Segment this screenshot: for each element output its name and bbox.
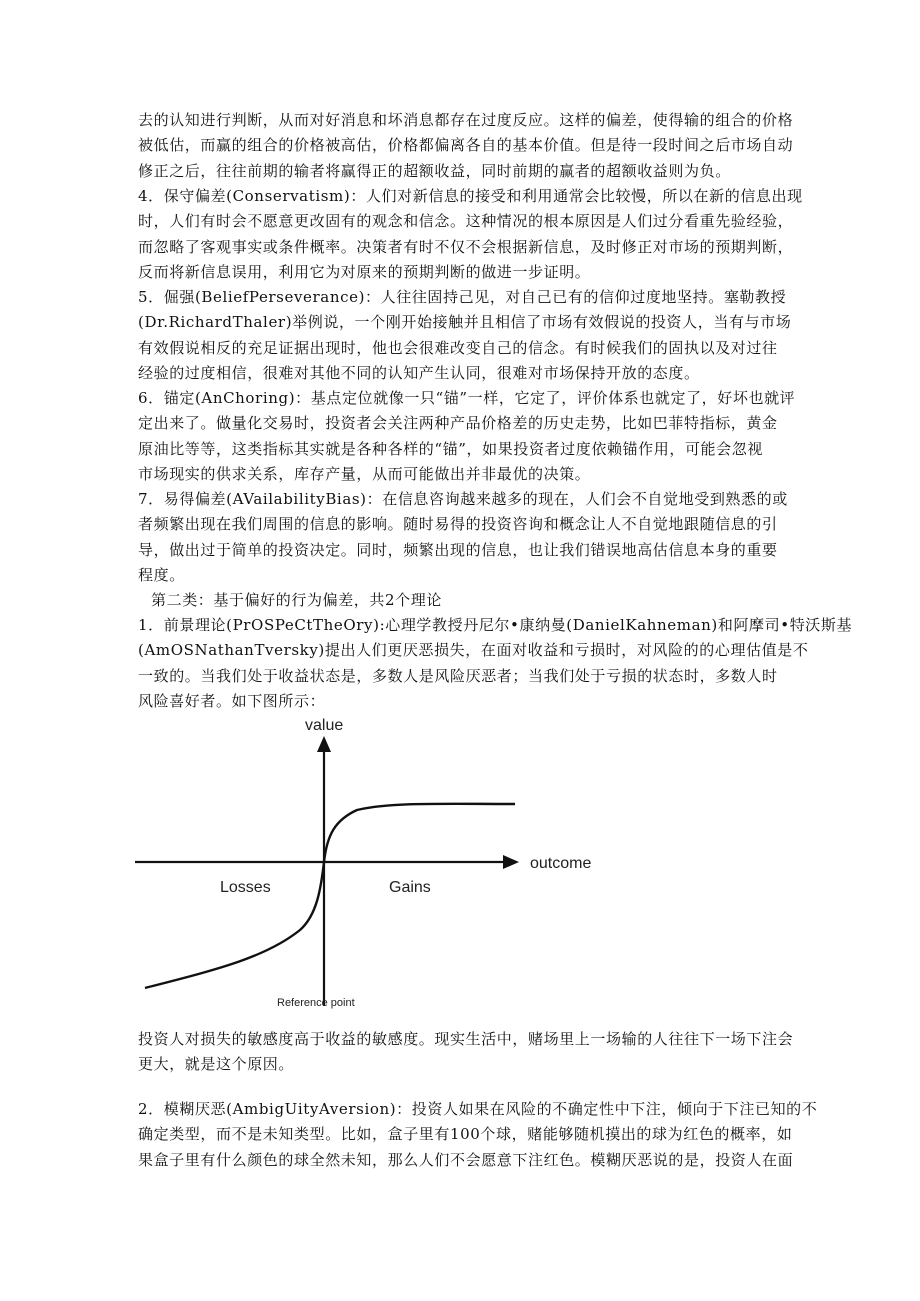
text-line: (Dr.RichardThaler)举例说，一个刚开始接触并且相信了市场有效假说的投资人，当有与市场 bbox=[138, 313, 792, 332]
reference-point-label: Reference point bbox=[277, 997, 355, 1009]
text-line: 投资人对损失的敏感度高于收益的敏感度。现实生活中，赌场里上一场输的人往往下一场下注会 bbox=[138, 1030, 794, 1048]
text-line: 者频繁出现在我们周围的信息的影响。随时易得的投资咨询和概念让人不自觉地跟随信息的引 bbox=[138, 515, 778, 534]
text-line: 导，做出过于简单的投资决定。同时，频繁出现的信息，也让我们错误地高估信息本身的重要 bbox=[138, 540, 778, 559]
paragraph-belief-perseverance bbox=[138, 285, 792, 386]
text-line: 6．锚定(AnChoring)：基点定位就像一只“锚”一样，它定了，评价体系也就定了，好坏也就评 bbox=[138, 389, 796, 407]
text-line: 7．易得偏差(AVailabilityBias)：在信息咨询越来越多的现在，人们会不自觉地受到熟悉的或 bbox=[138, 490, 788, 508]
section-heading-preference bbox=[151, 588, 801, 613]
text-line: 风险喜好者。如下图所示： bbox=[138, 691, 326, 710]
paragraph-prospect-theory bbox=[138, 613, 853, 714]
losses-label: Losses bbox=[220, 879, 271, 896]
text-line: 程度。 bbox=[138, 565, 185, 584]
text-line: 定出来了。做量化交易时，投资者会关注两种产品价格差的历史走势，比如巴菲特指标，黄金 bbox=[138, 414, 778, 433]
value-function-curve bbox=[145, 804, 515, 988]
paragraph-loss-sensitivity bbox=[138, 1027, 794, 1078]
paragraph-availability-bias bbox=[138, 487, 788, 588]
text-line: 反而将新信息误用，利用它为对原来的预期判断的做进一步证明。 bbox=[138, 262, 591, 281]
text-line: 2．模糊厌恶(AmbigUityAversion)：投资人如果在风险的不确定性中下注，倾向于下注已知的不 bbox=[138, 1100, 818, 1118]
text-line: 被低估，而赢的组合的价格被高估，价格都偏离各自的基本价值。但是待一段时间之后市场自动 bbox=[138, 136, 794, 155]
paragraph-overreaction-continued bbox=[138, 108, 794, 184]
text-line: 更大，就是这个原因。 bbox=[138, 1055, 295, 1074]
text-line: 果盒子里有什么颜色的球全然未知，那么人们不会愿意下注红色。模糊厌恶说的是，投资人在面 bbox=[138, 1150, 794, 1169]
text-line: 4．保守偏差(Conservatism)：人们对新信息的接受和利用通常会比较慢，所以在新的信息出现 bbox=[138, 187, 803, 205]
paragraph-conservatism bbox=[138, 184, 803, 285]
text-line: 时，人们有时会不愿意更改固有的观念和信念。这种情况的根本原因是人们过分看重先验经验， bbox=[138, 212, 794, 231]
gains-label: Gains bbox=[389, 879, 431, 896]
text-line: 第二类：基于偏好的行为偏差，共2个理论 bbox=[151, 591, 442, 609]
text-line: 而忽略了客观事实或条件概率。决策者有时不仅不会根据新信息，及时修正对市场的预期判断， bbox=[138, 237, 794, 256]
outcome-axis-arrow bbox=[503, 855, 519, 869]
text-line: 去的认知进行判断，从而对好消息和坏消息都存在过度反应。这样的偏差，使得输的组合的价格 bbox=[138, 111, 794, 129]
text-line: 修正之后，往往前期的输者将赢得正的超额收益，同时前期的赢者的超额收益则为负。 bbox=[138, 161, 731, 180]
value-label: value bbox=[305, 717, 344, 734]
value-axis-arrow bbox=[317, 736, 331, 752]
paragraph-anchoring bbox=[138, 386, 796, 487]
text-line: (AmOSNathanTversky)提出人们更厌恶损失，在面对收益和亏损时，对风险的的心理估值是不 bbox=[138, 641, 809, 660]
text-line: 市场现实的供求关系，库存产量，从而可能做出并非最优的决策。 bbox=[138, 464, 591, 483]
text-line: 一致的。当我们处于收益状态是，多数人是风险厌恶者；当我们处于亏损的状态时，多数人时 bbox=[138, 666, 778, 685]
text-line: 有效假说相反的充足证据出现时，他也会很难改变自己的信念。有时候我们的固执以及对过往 bbox=[138, 338, 778, 357]
text-line: 1．前景理论(PrOSPeCtTheOry):心理学教授丹尼尔•康纳曼(DanielKahneman)和阿摩司•特沃斯基 bbox=[138, 616, 853, 634]
text-line: 确定类型，而不是未知类型。比如，盒子里有100个球，赌能够随机摸出的球为红色的概率，如 bbox=[138, 1125, 793, 1144]
text-line: 原油比等等，这类指标其实就是各种各样的“锚”，如果投资者过度依赖锚作用，可能会忽视 bbox=[138, 439, 763, 458]
text-line: 经验的过度相信，很难对其他不同的认知产生认同，很难对市场保持开放的态度。 bbox=[138, 363, 700, 382]
prospect-theory-diagram bbox=[135, 710, 615, 1020]
outcome-label: outcome bbox=[530, 855, 592, 872]
text-line: 5．倔强(BeliefPerseverance)：人往往固持己见，对自己已有的信仰过度地坚持。塞勒教授 bbox=[138, 288, 787, 306]
paragraph-ambiguity-aversion bbox=[138, 1097, 818, 1173]
